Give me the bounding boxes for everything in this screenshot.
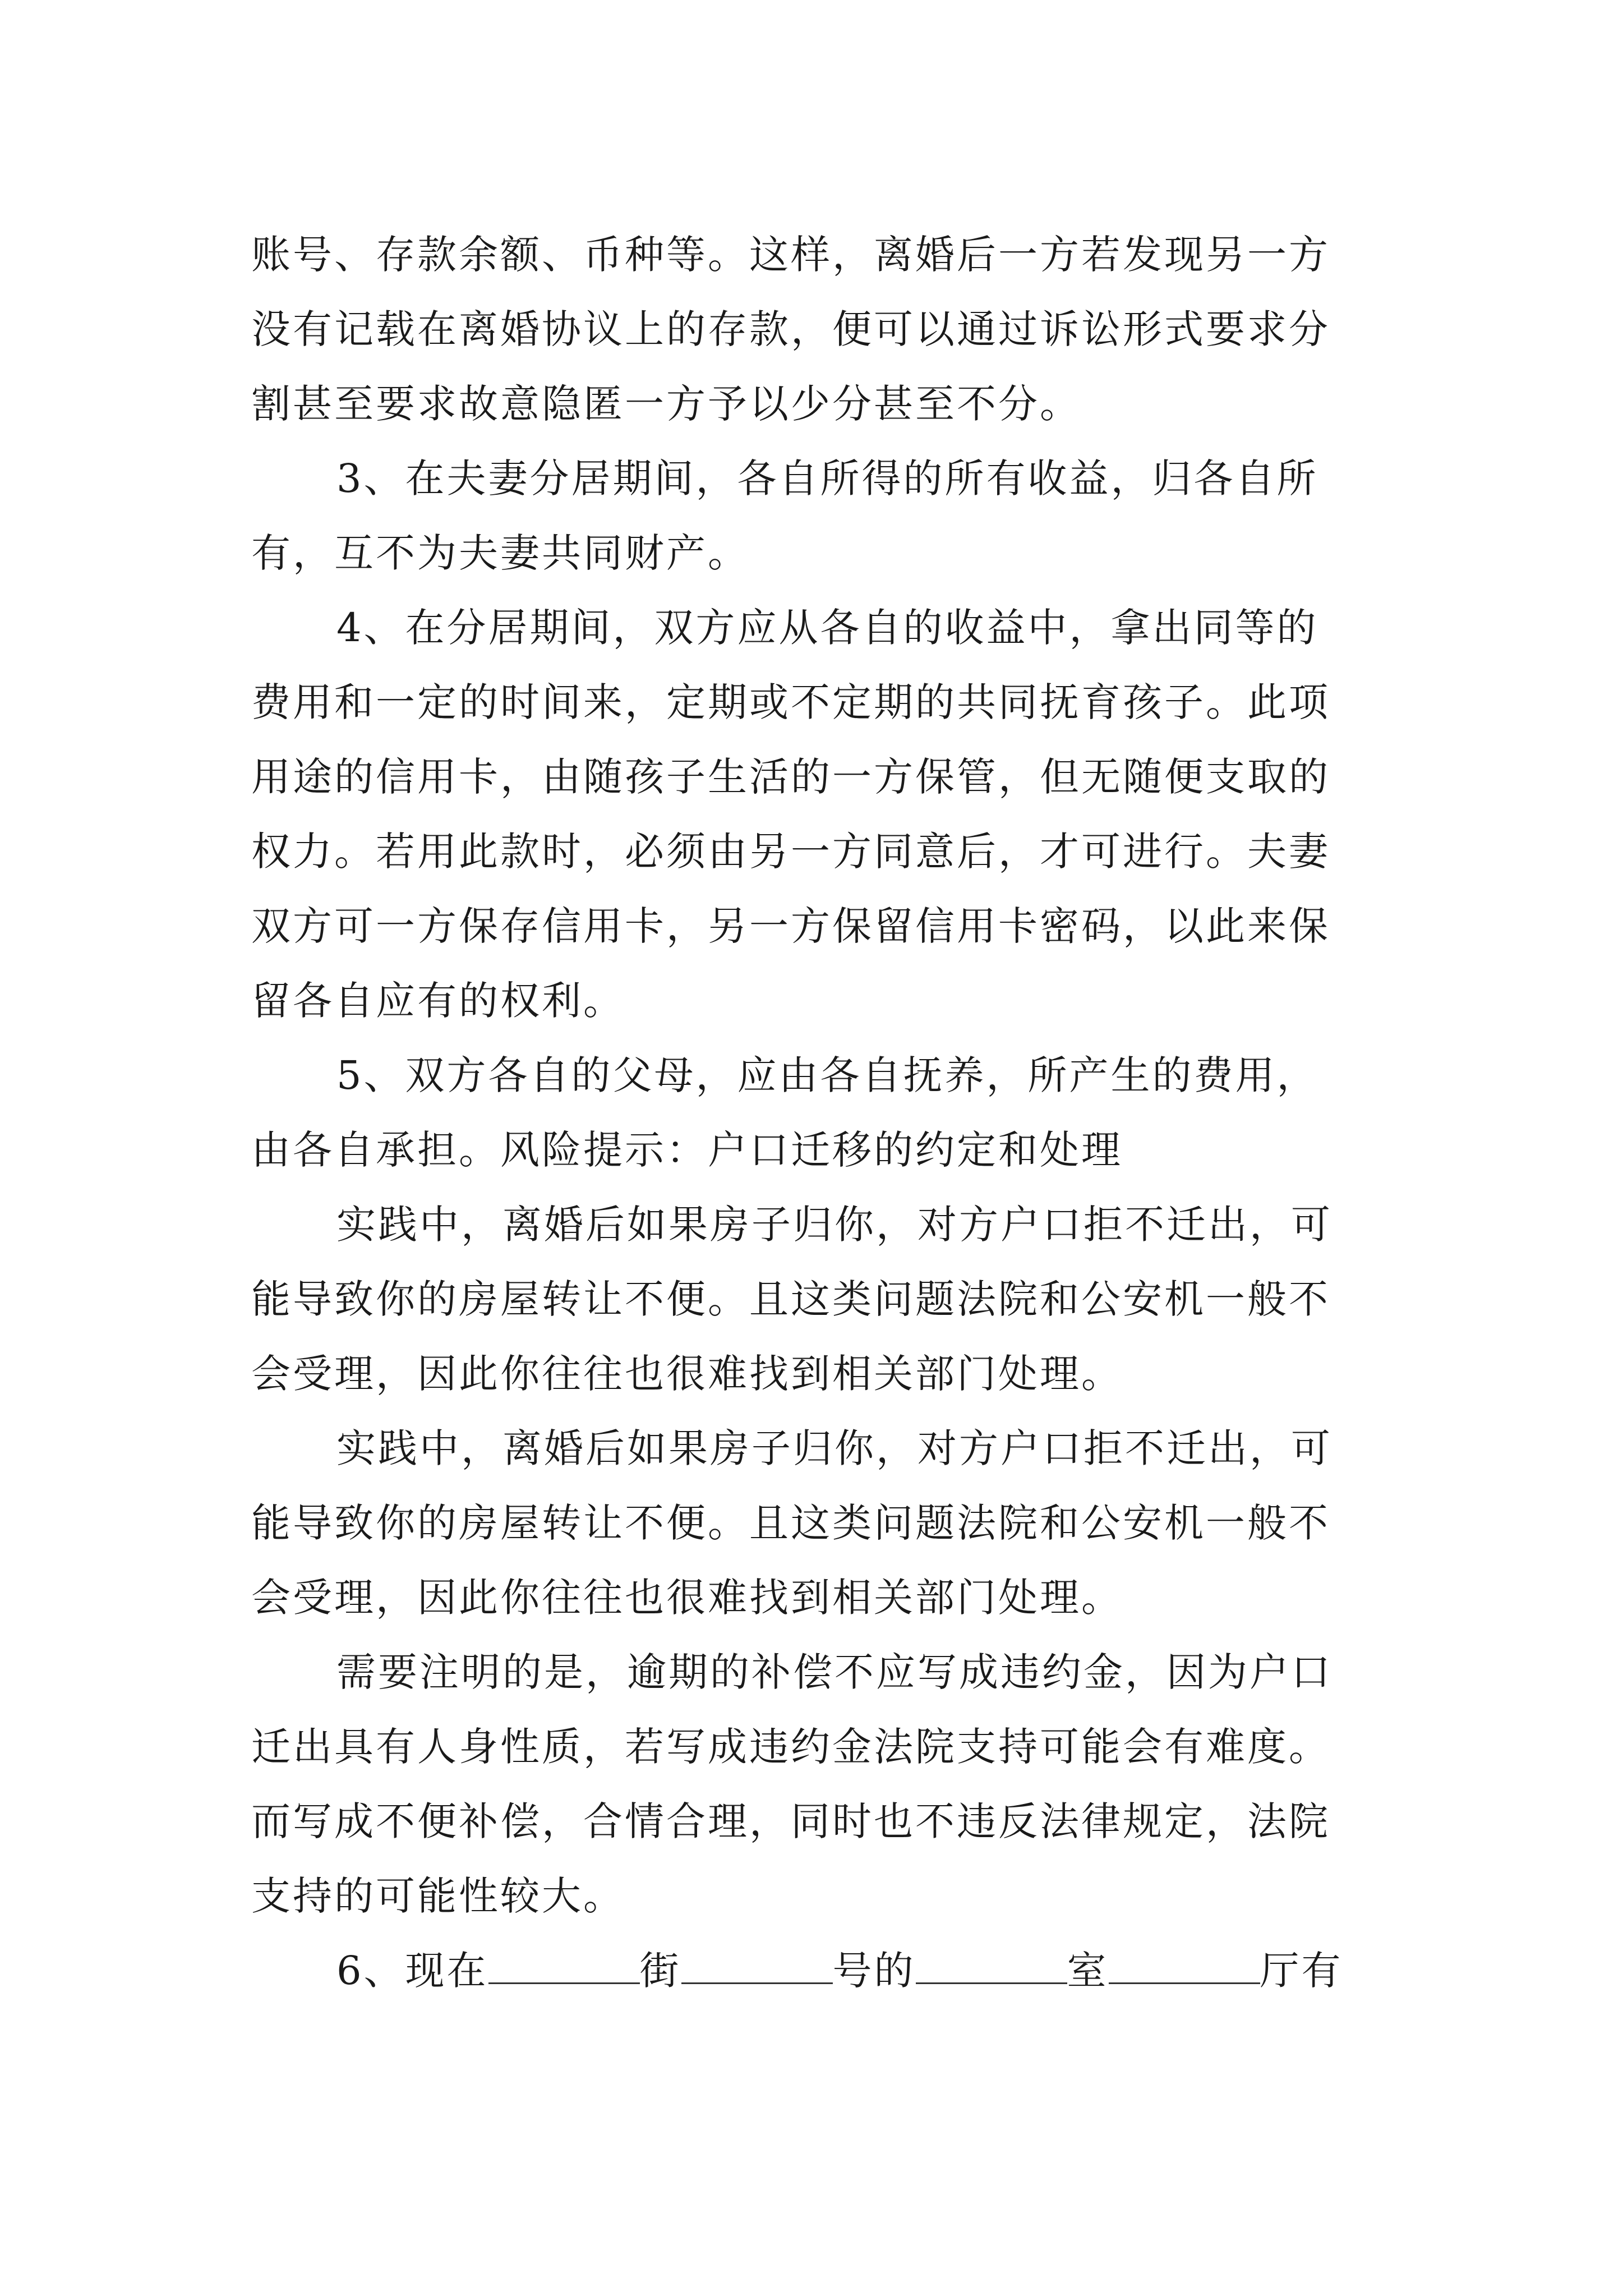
text-line: 割甚至要求故意隐匿一方予以少分甚至不分。 xyxy=(251,381,1081,427)
fill-blank-room[interactable] xyxy=(916,1949,1067,1984)
text-line: 双方可一方保存信用卡，另一方保留信用卡密码，以此来保 xyxy=(251,903,1330,949)
text-line: 留各自应有的权利。 xyxy=(251,978,625,1024)
text-line: 5、双方各自的父母，应由各自抚养，所产生的费用， xyxy=(336,1052,1318,1098)
text-line: 实践中，离婚后如果房子归你，对方户口拒不迁出，可 xyxy=(336,1425,1332,1471)
fill-blank-hall[interactable] xyxy=(1109,1949,1260,1984)
text-line: 有，互不为夫妻共同财产。 xyxy=(251,530,749,576)
text-line: 4、在分居期间，双方应从各自的收益中，拿出同等的 xyxy=(336,605,1318,651)
text-line: 会受理，因此你往往也很难找到相关部门处理。 xyxy=(251,1351,1123,1397)
clause-6-hall: 厅有 xyxy=(1260,1948,1343,1994)
text-line-with-blanks xyxy=(251,1934,1384,2008)
text-line: 需要注明的是，逾期的补偿不应写成违约金，因为户口 xyxy=(336,1649,1332,1695)
document-body xyxy=(251,218,1384,2008)
paragraph-clause-4 xyxy=(251,591,1384,1038)
text-line: 会受理，因此你往往也很难找到相关部门处理。 xyxy=(251,1575,1123,1621)
clause-6-street: 街 xyxy=(639,1948,681,1994)
clause-6-prefix: 6、现在 xyxy=(336,1948,488,1994)
text-line: 能导致你的房屋转让不便。且这类问题法院和公安机一般不 xyxy=(251,1500,1330,1546)
paragraph-clause-3 xyxy=(251,441,1384,591)
text-line: 账号、存款余额、币种等。这样，离婚后一方若发现另一方 xyxy=(251,232,1330,278)
text-line: 3、在夫妻分居期间，各自所得的所有收益，归各自所 xyxy=(336,455,1318,501)
paragraph-practice-1 xyxy=(251,1188,1384,1411)
paragraph-deposit-info xyxy=(251,218,1384,441)
text-line: 由各自承担。风险提示：户口迁移的约定和处理 xyxy=(251,1127,1123,1173)
fill-blank-street[interactable] xyxy=(488,1949,640,1984)
text-line: 没有记载在离婚协议上的存款，便可以通过诉讼形式要求分 xyxy=(251,306,1330,352)
paragraph-clause-6 xyxy=(251,1934,1384,2008)
paragraph-note xyxy=(251,1635,1384,1934)
text-line: 用途的信用卡，由随孩子生活的一方保管，但无随便支取的 xyxy=(251,754,1330,800)
text-line: 迁出具有人身性质，若写成违约金法院支持可能会有难度。 xyxy=(251,1724,1330,1770)
fill-blank-number[interactable] xyxy=(681,1949,833,1984)
clause-6-number: 号的 xyxy=(832,1948,916,1994)
text-line: 权力。若用此款时，必须由另一方同意后，才可进行。夫妻 xyxy=(251,829,1330,875)
text-line: 能导致你的房屋转让不便。且这类问题法院和公安机一般不 xyxy=(251,1276,1330,1322)
clause-6-room: 室 xyxy=(1067,1948,1109,1994)
paragraph-practice-2 xyxy=(251,1411,1384,1635)
text-line: 而写成不便补偿，合情合理，同时也不违反法律规定，法院 xyxy=(251,1798,1330,1844)
text-line: 费用和一定的时间来，定期或不定期的共同抚育孩子。此项 xyxy=(251,679,1330,725)
text-line: 支持的可能性较大。 xyxy=(251,1873,625,1919)
text-line: 实践中，离婚后如果房子归你，对方户口拒不迁出，可 xyxy=(336,1202,1332,1248)
paragraph-clause-5 xyxy=(251,1038,1384,1188)
